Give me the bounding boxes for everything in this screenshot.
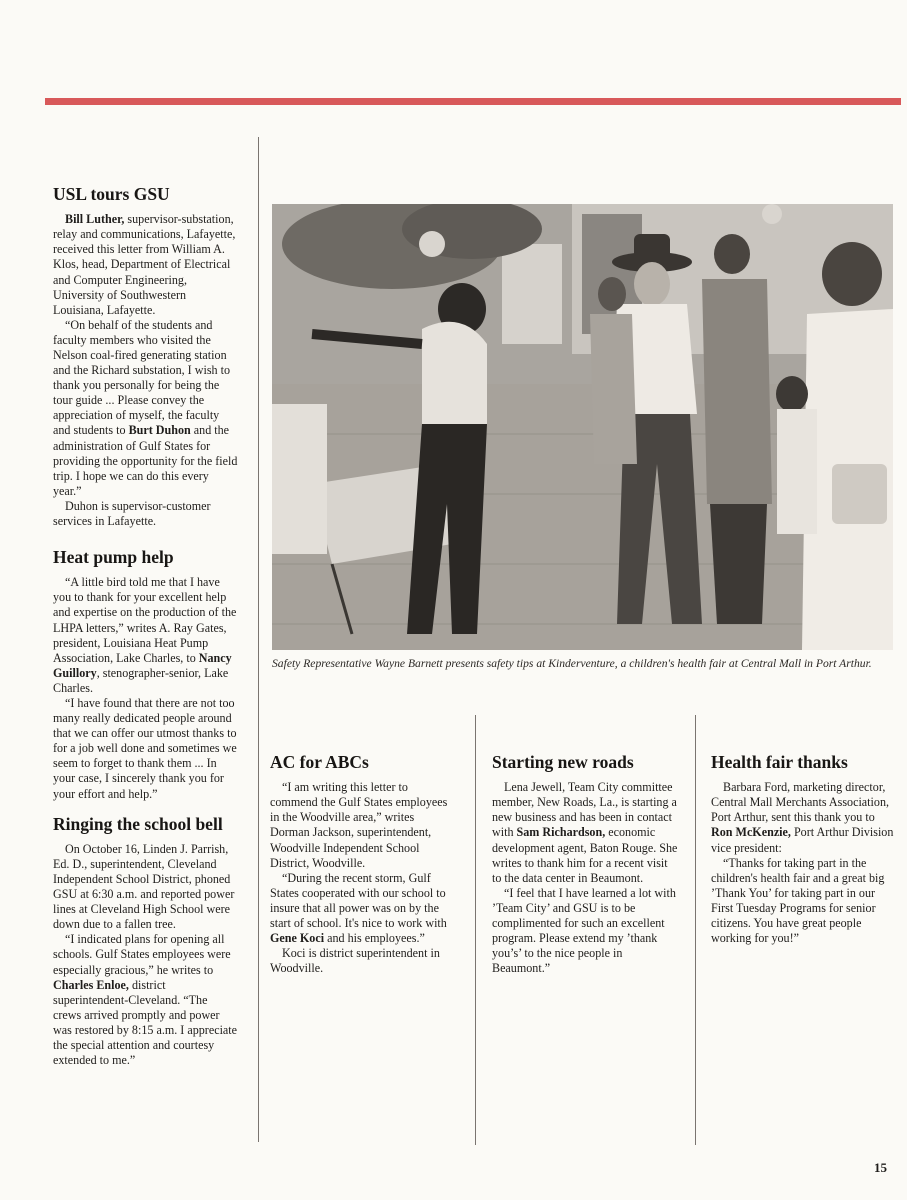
health-fair-thanks-article [711,752,897,946]
article-paragraph: “I feel that I have learned a lot with ’Team City’ and GSU is to be complimented for such an excellent program. Please extend my ’thank you’s’ to the nice people in Beaumont.” [492,885,676,976]
usl-tours-article [53,184,238,529]
article-paragraph: “Thanks for taking part in the children's health fair and a great big ’Thank You’ for taking part in our First Tuesday Programs for senior citizens. You have great people working for you!” [711,855,885,946]
article-paragraph: “I have found that there are not too many really dedicated people around that we can offer our utmost thanks to for a job well done and sometimes we seem to forget to thank them ... In your case, I sincerely thank you for your effort and help.” [53,695,237,801]
article-paragraph: “I indicated plans for opening all schools. Gulf States employees were especially gracious,” he writes to Charles Enloe, district superintendent-Cleveland. “The crews arrived promptly and power was restored by 8:15 a.m. I appreciate the special attention and courtesy extended to me.” [53,932,238,1068]
ac-for-abcs-article [270,752,455,976]
article-paragraph: “A little bird told me that I have you to thank for your excellent help and expertise on the production of the LHPA letters,” writes A. Ray Gates, president, Louisiana Heat Pump Association, Lake Charles, to Nancy Guillory, stenographer-senior, Lake Charles. [53,575,237,695]
column-divider-1 [258,137,259,1142]
article-paragraph: “During the recent storm, Gulf States cooperated with our school to insure that all power was on by the start of school. It's nice to work with Gene Koci and his employees.” [270,870,447,946]
article-paragraph: “On behalf of the students and faculty members who visited the Nelson coal-fired generating station and the Richard substation, I wish to thank you personally for being the tour guide ... Please convey the appreciation of myself, the faculty and students to Burt Duhon and the administration of Gulf States for providing the opportunity for the field trip. I hope we can do this every year.” [53,317,238,498]
kinderventure-photo [272,204,893,650]
heat-pump-article [53,547,238,802]
article-heading: Heat pump help [53,547,174,568]
article-heading: Health fair thanks [711,752,848,772]
article-paragraph: Barbara Ford, marketing director, Central Mall Merchants Association, Port Arthur, sent this thank you to Ron McKenzie, Port Arthur Division vice president: [711,780,894,855]
article-paragraph: “I am writing this letter to commend the Gulf States employees in the Woodville area,” writes Dorman Jackson, superintendent, Woodville Independent School District, Woodville. [270,780,448,870]
starting-new-roads-article [492,752,678,976]
article-heading: Starting new roads [492,752,634,772]
article-paragraph: On October 16, Linden J. Parrish, Ed. D., superintendent, Cleveland Independent School District, phoned GSU at 6:30 a.m. and reported power lines at Cleveland High School were down due to a fallen tree. [53,841,235,932]
top-red-rule [45,98,901,105]
school-bell-article [53,814,238,1069]
article-heading: USL tours GSU [53,184,170,204]
article-heading: AC for ABCs [270,752,369,772]
article-heading: Ringing the school bell [53,813,223,834]
page-number: 15 [874,1160,887,1175]
left-column [53,184,238,1068]
column-divider-3 [695,715,696,1145]
photo-illustration [272,204,893,650]
article-paragraph: Koci is district superintendent in Woodville. [270,946,440,976]
article-paragraph: Lena Jewell, Team City committee member, New Roads, La., is starting a new business and has been in contact with Sam Richardson, economic development agent, Baton Rouge. She writes to thank him for a recent visit to the data center in Beaumont. [492,780,678,885]
article-paragraph: Duhon is supervisor-customer services in Lafayette. [53,498,211,528]
column-divider-2 [475,715,476,1145]
article-paragraph: Bill Luther, supervisor-substation, relay and communications, Lafayette, received this letter from William A. Klos, head, Department of Electrical and Computer Engineering, University of Southwestern Louisiana, Lafayette. [53,212,236,317]
photo-caption: Safety Representative Wayne Barnett presents safety tips at Kinderventure, a children's health fair at Central Mall in Port Arthur. [272,657,872,670]
